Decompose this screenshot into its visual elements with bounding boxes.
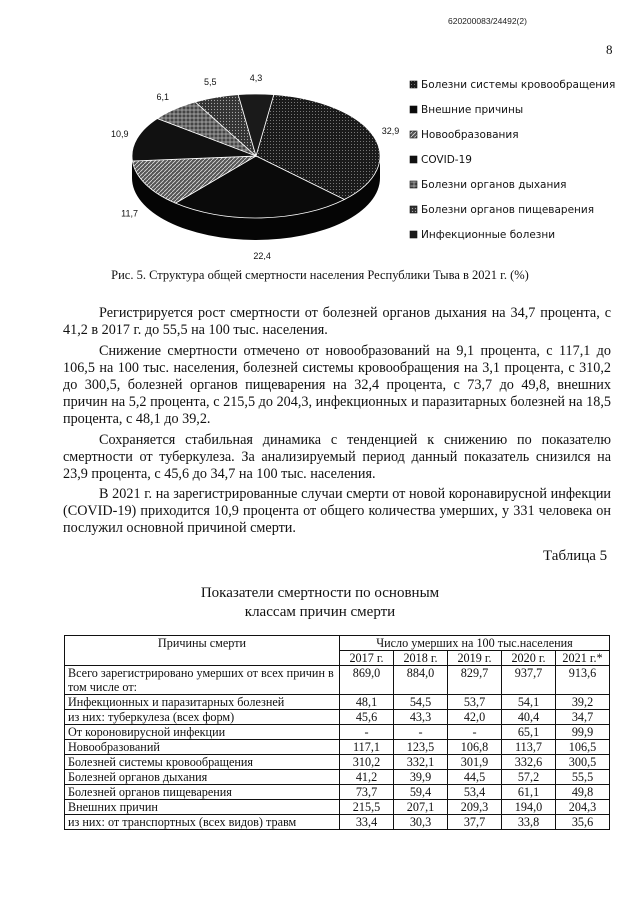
paragraph-1: Регистрируется рост смертности от болезней органов дыхания на 34,7 процента, с 41,2 в 2017 г. до 55,5 на 100 тыс. населения. xyxy=(63,305,611,338)
table-cell-value: 869,0 xyxy=(340,666,394,695)
table-cell-cause: из них: от транспортных (всех видов) травм xyxy=(65,815,340,830)
table-cell-cause: Болезней органов пищеварения xyxy=(65,785,340,800)
table-row xyxy=(65,785,610,800)
pie-slices xyxy=(132,94,380,240)
legend-label: COVID-19 xyxy=(421,154,472,166)
pie-chart xyxy=(0,60,640,260)
table-title xyxy=(0,584,640,622)
header-year: 2019 г. xyxy=(448,651,502,666)
legend-swatch xyxy=(410,106,417,113)
table-cell-value: 61,1 xyxy=(502,785,556,800)
table-cell-value: 37,7 xyxy=(448,815,502,830)
table-cell-value: 106,5 xyxy=(556,740,610,755)
table-cell-cause: Инфекционных и паразитарных болезней xyxy=(65,695,340,710)
table-cell-value: 54,5 xyxy=(394,695,448,710)
pie-value-label: 10,9 xyxy=(110,129,129,140)
table-cell-value: 34,7 xyxy=(556,710,610,725)
header-causes: Причины смерти xyxy=(65,636,340,666)
legend-item xyxy=(410,129,519,141)
table-cell-value: 117,1 xyxy=(340,740,394,755)
legend-item xyxy=(410,104,523,116)
table-cell-value: 48,1 xyxy=(340,695,394,710)
table-cell-value: 209,3 xyxy=(448,800,502,815)
legend-item xyxy=(410,179,566,191)
table-cell-value: 937,7 xyxy=(502,666,556,695)
table-cell-value: 301,9 xyxy=(448,755,502,770)
table-row xyxy=(65,770,610,785)
table-cell-value: 43,3 xyxy=(394,710,448,725)
table-cell-value: 113,7 xyxy=(502,740,556,755)
table-row xyxy=(65,666,610,695)
table-cell-value: 913,6 xyxy=(556,666,610,695)
legend-swatch xyxy=(410,156,417,163)
table-row xyxy=(65,725,610,740)
legend-label: Болезни системы кровообращения xyxy=(421,79,616,91)
pie-value-label: 11,7 xyxy=(121,208,138,219)
table-title-line-1: Показатели смертности по основным xyxy=(200,585,440,601)
table-row xyxy=(65,710,610,725)
legend-item xyxy=(410,154,472,166)
table-cell-value: 39,2 xyxy=(556,695,610,710)
table-cell-cause: Болезней органов дыхания xyxy=(65,770,340,785)
header-group: Число умерших на 100 тыс.населения xyxy=(340,636,610,651)
table-cell-value: 884,0 xyxy=(394,666,448,695)
legend-item xyxy=(410,79,615,91)
table-cell-value: 44,5 xyxy=(448,770,502,785)
table-row xyxy=(65,740,610,755)
table-cell-value: 45,6 xyxy=(340,710,394,725)
table-cell-value: 207,1 xyxy=(394,800,448,815)
legend-label: Болезни органов пищеварения xyxy=(421,204,595,216)
pie-value-label: 22,4 xyxy=(253,250,271,260)
table-cell-value: 310,2 xyxy=(340,755,394,770)
legend xyxy=(410,79,615,241)
header-year: 2020 г. xyxy=(502,651,556,666)
table-cell-cause: Всего зарегистрировано умерших от всех причин в том числе от: xyxy=(65,666,340,695)
document-id: 620200083/24492(2) xyxy=(448,16,527,26)
table-cell-cause: Болезней системы кровообращения xyxy=(65,755,340,770)
table-cell-cause: Внешних причин xyxy=(65,800,340,815)
legend-swatch xyxy=(410,231,417,238)
table-cell-value: 215,5 xyxy=(340,800,394,815)
table-cell-value: 194,0 xyxy=(502,800,556,815)
table-cell-value: 53,7 xyxy=(448,695,502,710)
paragraph-2: Снижение смертности отмечено от новообразований на 9,1 процента, с 117,1 до 106,5 на 100 тыс. населения, болезней системы кровообращения на 3,1 процента, с 310,2 до 300,5, болезней органов пищеварения на 32,4 процента, с 73,7 до 49,8, внешних причин на 5,2 процента, с 215,5 до 204,3, инфекционных и паразитарных болезней на 18,5 процента, с 48,1 до 39,2. xyxy=(63,343,611,427)
table-header-row xyxy=(65,636,610,651)
table-cell-cause: из них: туберкулеза (всех форм) xyxy=(65,710,340,725)
table-row xyxy=(65,815,610,830)
table-cell-cause: Новообразований xyxy=(65,740,340,755)
table-row xyxy=(65,755,610,770)
legend-swatch xyxy=(410,81,417,88)
table-row xyxy=(65,800,610,815)
table-cell-value: 332,6 xyxy=(502,755,556,770)
table-cell-value: 829,7 xyxy=(448,666,502,695)
table-body xyxy=(65,666,610,830)
table-cell-value: 204,3 xyxy=(556,800,610,815)
table-cell-value: 55,5 xyxy=(556,770,610,785)
table-cell-value: 53,4 xyxy=(448,785,502,800)
pie-value-label: 5,5 xyxy=(203,77,217,88)
table-cell-value: 41,2 xyxy=(340,770,394,785)
table-cell-value: 49,8 xyxy=(556,785,610,800)
table-cell-value: 332,1 xyxy=(394,755,448,770)
legend-label: Болезни органов дыхания xyxy=(421,179,567,191)
table-cell-value: 59,4 xyxy=(394,785,448,800)
pie-value-label: 4,3 xyxy=(249,73,263,83)
header-year: 2018 г. xyxy=(394,651,448,666)
mortality-table xyxy=(64,635,610,830)
paragraph-3: Сохраняется стабильная динамика с тенденцией к снижению по показателю смертности от туберкулеза. За анализируемый период данный показатель снизился на 23,9 процента, с 45,6 до 34,7 на 100 тыс. населения. xyxy=(63,432,611,482)
table-number: Таблица 5 xyxy=(543,548,608,564)
legend-swatch xyxy=(410,131,417,138)
table-title-line-2: классам причин смерти xyxy=(244,604,396,620)
pie-value-label: 32,9 xyxy=(381,126,400,137)
table-cell-value: - xyxy=(394,725,448,740)
legend-swatch xyxy=(410,181,417,188)
paragraph-4: В 2021 г. на зарегистрированные случаи смерти от новой коронавирусной инфекции (COVID-19) приходится 10,9 процента от общего количества умерших, у 331 человека он послужил основной причиной смерти. xyxy=(63,486,611,536)
table-cell-value: 42,0 xyxy=(448,710,502,725)
legend-item xyxy=(410,204,594,216)
table-cell-cause: От короновирусной инфекции xyxy=(65,725,340,740)
table-cell-value: 39,9 xyxy=(394,770,448,785)
table-cell-value: 123,5 xyxy=(394,740,448,755)
table-cell-value: 35,6 xyxy=(556,815,610,830)
table-cell-value: - xyxy=(340,725,394,740)
table-cell-value: 73,7 xyxy=(340,785,394,800)
figure-caption: Рис. 5. Структура общей смертности населения Республики Тыва в 2021 г. (%) xyxy=(111,268,529,282)
header-year: 2017 г. xyxy=(340,651,394,666)
pie-value-label: 6,1 xyxy=(156,92,169,103)
table-cell-value: 33,4 xyxy=(340,815,394,830)
table-row xyxy=(65,695,610,710)
legend-label: Внешние причины xyxy=(421,104,524,116)
table-cell-value: 65,1 xyxy=(502,725,556,740)
legend-item xyxy=(410,229,555,241)
legend-label: Инфекционные болезни xyxy=(421,229,556,241)
table-cell-value: 40,4 xyxy=(502,710,556,725)
legend-label: Новообразования xyxy=(421,129,519,141)
table-cell-value: 106,8 xyxy=(448,740,502,755)
table-cell-value: 57,2 xyxy=(502,770,556,785)
legend-swatch xyxy=(410,206,417,213)
table-cell-value: - xyxy=(448,725,502,740)
header-year: 2021 г.* xyxy=(556,651,610,666)
table-cell-value: 30,3 xyxy=(394,815,448,830)
table-cell-value: 300,5 xyxy=(556,755,610,770)
table-cell-value: 99,9 xyxy=(556,725,610,740)
page-number: 8 xyxy=(606,42,613,57)
table-cell-value: 54,1 xyxy=(502,695,556,710)
table-cell-value: 33,8 xyxy=(502,815,556,830)
